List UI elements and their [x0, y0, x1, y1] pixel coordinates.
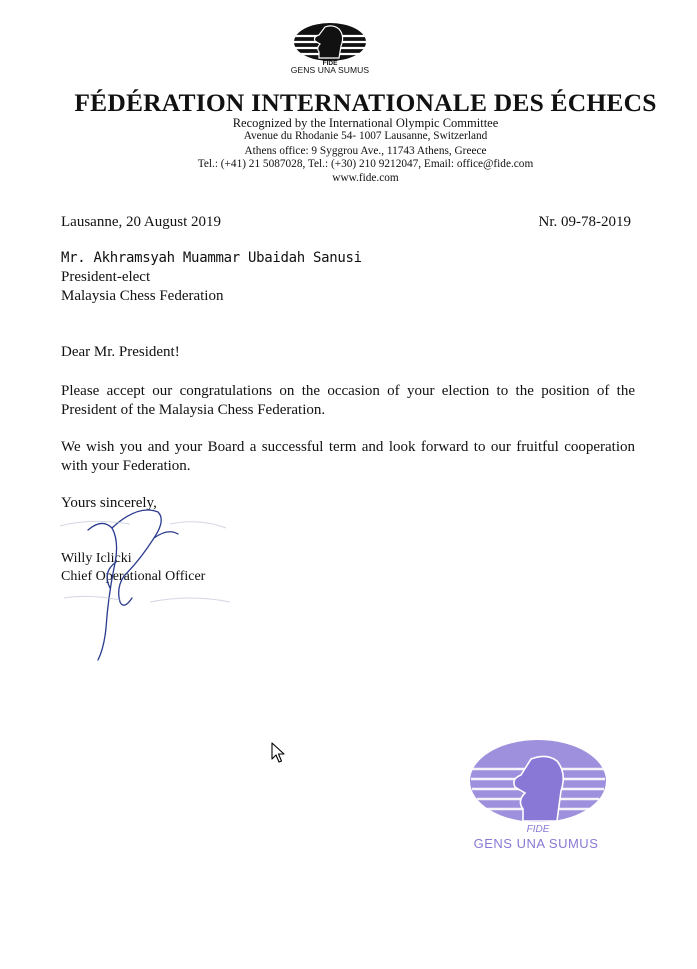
logo-motto: GENS UNA SUMUS [290, 65, 370, 75]
contacts-line: Tel.: (+41) 21 5087028, Tel.: (+30) 210 9212047, Email: office@fide.com [197, 158, 534, 170]
recognition-line: Recognized by the International Olympic Committee [232, 116, 499, 130]
greeting: Dear Mr. President! [61, 344, 180, 360]
signatory-name: Willy Iclicki [61, 551, 132, 566]
stamp-fide-text: FIDE [526, 824, 550, 835]
paragraph-wishes: We wish you and your Board a successful term and look forward to our fruitful cooperation with your Federation. [61, 439, 635, 474]
organization-name: FÉDÉRATION INTERNATIONALE DES ÉCHECS [74, 88, 657, 117]
address-line: Avenue du Rhodanie 54- 1007 Lausanne, Switzerland [243, 130, 488, 142]
recipient-organization: Malaysia Chess Federation [61, 288, 224, 304]
website-line: www.fide.com [332, 172, 399, 184]
handwritten-signature [50, 498, 240, 668]
mouse-pointer-icon [270, 742, 286, 764]
recipient-role: President-elect [61, 269, 151, 285]
closing: Yours sincerely, [61, 495, 157, 511]
fide-stamp [463, 733, 613, 858]
paragraph-congratulations: Please accept our congratulations on the occasion of your election to the position of the President of the Malaysia Chess Federation. [61, 383, 635, 418]
place-date: Lausanne, 20 August 2019 [61, 214, 221, 230]
stamp-motto: GENS UNA SUMUS [473, 836, 599, 851]
reference-number: Nr. 09-78-2019 [538, 214, 631, 230]
recipient-name: Mr. Akhramsyah Muammar Ubaidah Sanusi [61, 250, 362, 266]
logo-fide-text: FIDE [322, 60, 338, 67]
signatory-title: Chief Operational Officer [61, 569, 206, 584]
athens-office-line: Athens office: 9 Syggrou Ave., 11743 Athens, Greece [244, 145, 487, 157]
